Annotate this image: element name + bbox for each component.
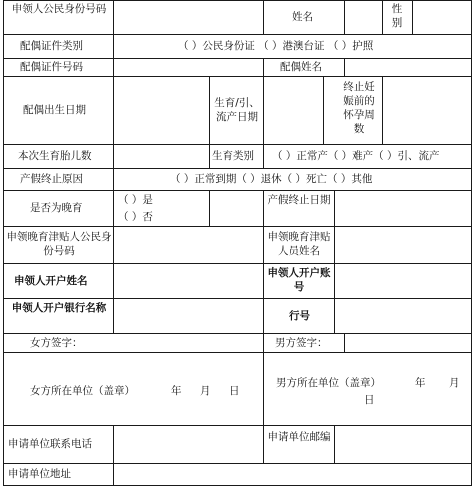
col-divider (113, 58, 114, 76)
row-divider (3, 226, 472, 227)
row-divider (3, 352, 472, 353)
col-divider (334, 425, 335, 463)
male-sign-label: 男方签字： (275, 337, 328, 349)
allowance-id-label: 申领晚育津贴人公民身份号码 (6, 231, 112, 257)
col-divider (334, 190, 335, 226)
row-divider (3, 333, 472, 334)
bank-branch-label: 行号 (289, 310, 310, 322)
birth-type-label: 生育类别 (212, 150, 254, 162)
col-divider (209, 144, 210, 168)
col-divider (263, 425, 264, 463)
unit-address-label: 申请单位地址 (8, 468, 71, 480)
row-divider (3, 34, 472, 35)
row-divider (3, 190, 472, 191)
female-year: 年 (171, 385, 182, 397)
spouse-dob-label: 配偶出生日期 (23, 104, 86, 116)
applicant-id-label: 申领人公民身份号码 (11, 3, 107, 15)
row-divider (3, 76, 472, 77)
spouse-doc-no-label: 配偶证件号码 (20, 61, 83, 73)
female-month: 月 (200, 385, 211, 397)
unit-phone-label: 申请单位联系电话 (8, 438, 92, 450)
name-label: 姓名 (292, 11, 313, 23)
col-divider (382, 76, 383, 144)
row-divider (3, 298, 472, 299)
col-divider (263, 76, 264, 144)
col-divider (113, 144, 114, 168)
late-birth-yes-option: （ ）是 (118, 194, 153, 206)
female-sign-label: 女方签字： (30, 337, 83, 349)
col-divider (113, 76, 114, 144)
row-divider (3, 58, 472, 59)
row-divider (3, 263, 472, 264)
allowance-name-label: 申领晚育津贴人员姓名 (267, 231, 331, 257)
gest-weeks-label: 终止妊娠前的怀孕周数 (343, 81, 375, 135)
spouse-name-label: 配偶姓名 (280, 61, 322, 73)
male-day: 日 (364, 394, 375, 406)
male-month: 月 (449, 377, 460, 389)
row-divider (3, 168, 472, 169)
birth-date-label: 生育/引、流产日期 (214, 97, 260, 123)
col-divider (3, 0, 4, 486)
female-unit-label: 女方所在单位（盖章） (30, 385, 135, 397)
col-divider (471, 0, 472, 486)
late-birth-label: 是否为晚育 (30, 202, 83, 214)
col-divider (263, 333, 264, 352)
leave-end-reason-options: （ ）正常到期（ ）退休（ ）死亡（ ）其他 (170, 173, 373, 185)
leave-end-reason-label: 产假终止原因 (20, 173, 83, 185)
row-divider (3, 144, 472, 145)
col-divider (344, 58, 345, 76)
col-divider (209, 76, 210, 144)
unit-postcode-label: 申请单位邮编 (267, 431, 331, 443)
col-divider (263, 352, 264, 425)
col-divider (382, 0, 383, 34)
female-day: 日 (229, 385, 240, 397)
male-year: 年 (415, 377, 426, 389)
col-divider (344, 0, 345, 34)
col-divider (113, 34, 114, 58)
spouse-doc-type-label: 配偶证件类别 (20, 40, 83, 52)
col-divider (344, 333, 345, 352)
col-divider (334, 226, 335, 333)
col-divider (209, 190, 210, 226)
col-divider (113, 0, 114, 34)
col-divider (113, 463, 114, 486)
col-divider (113, 226, 114, 333)
birth-count-label: 本次生育胎儿数 (18, 150, 92, 162)
col-divider (263, 58, 264, 76)
birth-type-options: （ ）正常产（ ）难产（ ）引、流产 (272, 150, 440, 162)
row-divider (3, 0, 472, 1)
account-holder-label: 申领人开户姓名 (14, 275, 88, 287)
col-divider (412, 0, 413, 34)
col-divider (263, 144, 264, 168)
spouse-doc-type-options: （ ）公民身份证 （ ）港澳台证 （ ）护照 (178, 40, 374, 52)
late-birth-no-option: （ ）否 (118, 211, 153, 223)
male-unit-label: 男方所在单位（盖章） (276, 377, 381, 389)
bank-name-label: 申领人开户银行名称 (11, 302, 107, 314)
col-divider (263, 0, 264, 34)
leave-end-date-label: 产假终止日期 (267, 194, 331, 206)
account-no-label: 申领人开户账号 (267, 267, 331, 293)
col-divider (323, 76, 324, 144)
col-divider (113, 425, 114, 463)
row-divider (3, 425, 472, 426)
gender-label: 性别 (391, 3, 403, 29)
col-divider (113, 190, 114, 226)
row-divider (3, 463, 472, 464)
col-divider (263, 226, 264, 333)
col-divider (113, 168, 114, 190)
col-divider (263, 190, 264, 226)
